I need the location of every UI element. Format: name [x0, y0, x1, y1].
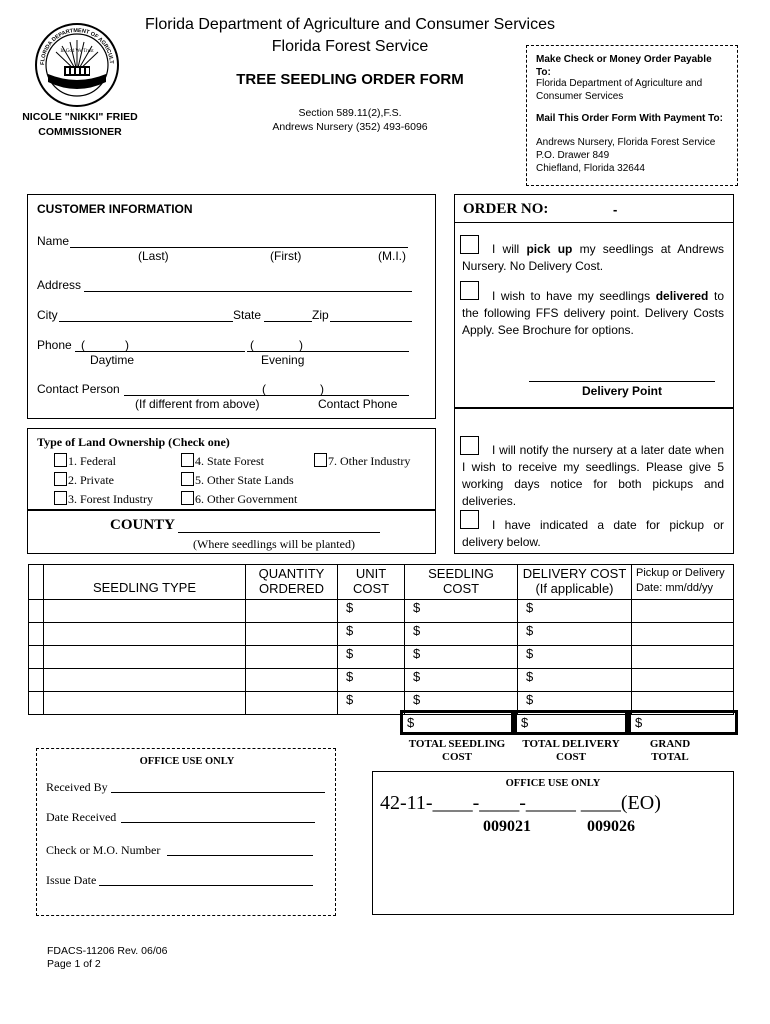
- delivery-cost-header: [518, 565, 632, 600]
- seedling-type-header: [44, 565, 246, 600]
- private-label: 2. Private: [68, 473, 114, 487]
- quantity-cell[interactable]: [246, 623, 338, 646]
- issue-date-input[interactable]: [99, 885, 313, 886]
- delivery-cost-header-line2: (If applicable): [535, 581, 614, 596]
- contact-person-input[interactable]: [124, 395, 260, 396]
- phone-label: Phone: [37, 338, 72, 352]
- date-below-text: I have indicated a date for pickup or delivery below.: [462, 518, 724, 549]
- contact-phone-label: Contact Phone: [318, 397, 398, 411]
- total-delivery-currency: $: [521, 715, 529, 730]
- date-cell[interactable]: [632, 600, 734, 623]
- delivery-text-b: to the following FFS delivery point. Delivery Costs Apply. See Brochure for options.: [462, 289, 725, 337]
- seedling-type-cell[interactable]: [44, 646, 246, 669]
- unit-cost-header-line2: COST: [352, 581, 390, 596]
- evening-phone-input[interactable]: [247, 351, 409, 352]
- total-seedling-label: TOTAL SEEDLING COST: [408, 738, 506, 763]
- phone-eve-close: ): [299, 338, 303, 352]
- contact-phone-open: (: [262, 382, 266, 396]
- phone-day-open: (: [81, 338, 85, 352]
- row-spacer: [29, 623, 44, 646]
- check-payable-body: Florida Department of Agriculture and Consumer Services: [536, 78, 703, 102]
- date-header-line1: Pickup or Delivery: [636, 567, 725, 579]
- seedling-type-cell[interactable]: [44, 623, 246, 646]
- total-seedling-currency: $: [407, 715, 415, 730]
- land-ownership-title: Type of Land Ownership (Check one): [37, 435, 230, 449]
- delivery-cost-cell[interactable]: $: [518, 623, 632, 646]
- unit-cost-header: [338, 565, 405, 600]
- division-name: Florida Forest Service: [271, 38, 429, 55]
- seedling-cost-header: [405, 565, 518, 600]
- row-spacer: [29, 600, 44, 623]
- address-input[interactable]: [84, 291, 412, 292]
- federal-checkbox[interactable]: [54, 453, 67, 467]
- agency-name: Florida Department of Agriculture and Consumer Services: [145, 16, 555, 33]
- order-box: [454, 194, 734, 408]
- forest-industry-label: 3. Forest Industry: [68, 492, 153, 506]
- state-forest-label: 4. State Forest: [195, 454, 264, 468]
- customer-title: CUSTOMER INFORMATION: [37, 202, 193, 216]
- order-options-box: [454, 408, 734, 554]
- quantity-header-line1: QUANTITY: [258, 566, 325, 581]
- date-header: [632, 565, 734, 600]
- seedling-type-header-text: SEEDLING TYPE: [92, 580, 197, 595]
- seal-lettering: FLORIDA DEPARTMENT OF AGRICULT: [39, 27, 115, 66]
- check-payable-title: Make Check or Money Order Payable To:: [536, 54, 712, 78]
- pickup-text-a: I will: [492, 242, 527, 256]
- account-code-b: 009026: [587, 818, 635, 835]
- order-no-divider: [455, 222, 733, 223]
- commissioner-name: NICOLE "NIKKI" FRIED: [22, 111, 138, 123]
- address-label: Address: [37, 278, 82, 292]
- other-state-lands-label: 5. Other State Lands: [195, 473, 294, 487]
- delivery-cost-cell[interactable]: $: [518, 600, 632, 623]
- table-row: [29, 623, 734, 646]
- seal-center-text: In God We Trust: [60, 49, 94, 54]
- total-seedling-cost-field[interactable]: [400, 710, 514, 735]
- table-row: [29, 600, 734, 623]
- grand-total-currency: $: [635, 715, 643, 730]
- total-delivery-label: TOTAL DELIVERY COST: [522, 738, 620, 763]
- payment-info-box: [526, 45, 738, 186]
- quantity-header: [246, 565, 338, 600]
- total-delivery-cost-field[interactable]: [514, 710, 628, 735]
- phone-day-close: ): [125, 338, 129, 352]
- table-row: [29, 669, 734, 692]
- seedling-cost-cell[interactable]: $: [405, 623, 518, 646]
- seedling-table: [28, 564, 734, 715]
- office-use-right-box: [372, 771, 734, 915]
- seal-icon: [34, 22, 120, 108]
- mi-label: (M.I.): [378, 249, 406, 263]
- evening-label: Evening: [261, 353, 305, 367]
- office-use-left-box: [36, 748, 336, 916]
- customer-info-box: [27, 194, 436, 419]
- row-spacer: [29, 646, 44, 669]
- county-label: COUNTY: [110, 517, 176, 533]
- phone-eve-open: (: [250, 338, 254, 352]
- notify-later-text: I will notify the nursery at a later date when I wish to receive my seedlings. Please give 5 working days notice for both pickups and deliveries.: [462, 443, 724, 508]
- seedling-cost-cell[interactable]: $: [405, 600, 518, 623]
- header-spacer: [29, 565, 44, 600]
- delivery-option-text: [462, 288, 724, 339]
- grand-total-label: GRAND TOTAL: [649, 738, 691, 763]
- statute: Section 589.11(2),F.S.: [298, 107, 402, 119]
- order-no-label: ORDER NO:: [463, 201, 549, 217]
- contact-label: Contact Person: [37, 382, 120, 396]
- quantity-cell[interactable]: [246, 600, 338, 623]
- order-no-dash: -: [613, 202, 618, 217]
- state-label: State: [233, 308, 262, 322]
- other-government-checkbox[interactable]: [181, 491, 194, 505]
- seedling-cost-header-line2: COST: [442, 581, 480, 596]
- state-forest-checkbox[interactable]: [181, 453, 194, 467]
- unit-cost-cell[interactable]: $: [338, 600, 405, 623]
- contact-note: (If different from above): [135, 397, 260, 411]
- unit-cost-cell[interactable]: $: [338, 692, 405, 715]
- unit-cost-cell[interactable]: $: [338, 646, 405, 669]
- pickup-option-text: [462, 241, 724, 275]
- county-note: (Where seedlings will be planted): [193, 537, 355, 551]
- forest-industry-checkbox[interactable]: [54, 491, 67, 505]
- date-header-line2: Date: mm/dd/yy: [636, 582, 714, 594]
- private-checkbox[interactable]: [54, 472, 67, 486]
- form-title: TREE SEEDLING ORDER FORM: [236, 71, 464, 88]
- page-number: Page 1 of 2: [47, 958, 101, 970]
- date-received-label: Date Received: [46, 810, 117, 824]
- unit-cost-header-line1: UNIT: [355, 566, 387, 581]
- seedling-type-cell[interactable]: [44, 600, 246, 623]
- pickup-text-bold: pick up: [526, 242, 573, 256]
- delivery-cost-cell[interactable]: $: [518, 692, 632, 715]
- quantity-header-line2: ORDERED: [258, 581, 324, 596]
- seedling-type-cell[interactable]: [44, 692, 246, 715]
- other-industry-label: 7. Other Industry: [328, 454, 411, 468]
- form-number: FDACS-11206 Rev. 06/06: [47, 945, 168, 957]
- date-cell[interactable]: [632, 623, 734, 646]
- quantity-cell[interactable]: [246, 646, 338, 669]
- city-label: City: [37, 308, 58, 322]
- check-number-label: Check or M.O. Number: [46, 843, 161, 857]
- county-input[interactable]: [178, 532, 380, 533]
- office-right-title: OFFICE USE ONLY: [505, 778, 601, 789]
- row-spacer: [29, 669, 44, 692]
- first-label: (First): [270, 249, 302, 263]
- delivery-point-label: Delivery Point: [581, 384, 663, 398]
- check-number-input[interactable]: [167, 855, 313, 856]
- mail-line-2: P.O. Drawer 849: [536, 150, 610, 161]
- account-code-a: 009021: [483, 818, 531, 835]
- city-input[interactable]: [59, 321, 233, 322]
- date-received-input[interactable]: [121, 822, 315, 823]
- row-spacer: [29, 692, 44, 715]
- zip-label: Zip: [312, 308, 329, 322]
- issue-date-label: Issue Date: [46, 873, 97, 887]
- unit-cost-cell[interactable]: $: [338, 669, 405, 692]
- state-seal: [34, 22, 120, 108]
- delivery-cost-cell[interactable]: $: [518, 669, 632, 692]
- other-industry-checkbox[interactable]: [314, 453, 327, 467]
- daytime-label: Daytime: [90, 353, 135, 367]
- land-ownership-box: [27, 428, 436, 510]
- zip-input[interactable]: [330, 321, 412, 322]
- date-cell[interactable]: [632, 669, 734, 692]
- federal-label: 1. Federal: [68, 454, 116, 468]
- seedling-cost-cell[interactable]: $: [405, 646, 518, 669]
- received-by-label: Received By: [46, 780, 108, 794]
- seedling-type-cell[interactable]: [44, 669, 246, 692]
- other-state-lands-checkbox[interactable]: [181, 472, 194, 486]
- other-government-label: 6. Other Government: [195, 492, 298, 506]
- delivery-text-bold: delivered: [655, 289, 709, 303]
- mail-line-1: Andrews Nursery, Florida Forest Service: [536, 137, 716, 148]
- contact-phone-close: ): [320, 382, 324, 396]
- date-cell[interactable]: [632, 646, 734, 669]
- table-row: [29, 646, 734, 669]
- contact-phone-input[interactable]: [260, 395, 409, 396]
- seedling-cost-header-line1: SEEDLING: [428, 566, 494, 581]
- name-label: Name: [37, 234, 70, 248]
- delivery-cost-header-line1: DELIVERY COST: [522, 566, 627, 581]
- nursery-phone: Andrews Nursery (352) 493-6096: [272, 121, 428, 133]
- office-left-title: OFFICE USE ONLY: [139, 756, 235, 767]
- grand-total-field[interactable]: [628, 710, 738, 735]
- state-input[interactable]: [264, 321, 312, 322]
- pickup-text-b: my seedlings at Andrews Nursery. No Delivery Cost.: [462, 242, 724, 273]
- name-input[interactable]: [70, 247, 408, 248]
- table-header-row: [29, 565, 734, 600]
- delivery-point-input[interactable]: [529, 381, 715, 382]
- last-label: (Last): [138, 249, 169, 263]
- seedling-cost-cell[interactable]: $: [405, 669, 518, 692]
- received-by-input[interactable]: [111, 792, 325, 793]
- county-box: [27, 510, 436, 554]
- daytime-phone-input[interactable]: [75, 351, 245, 352]
- seedling-cost-cell[interactable]: $: [405, 692, 518, 715]
- delivery-cost-cell[interactable]: $: [518, 646, 632, 669]
- mail-title: Mail This Order Form With Payment To:: [536, 113, 723, 124]
- account-code-line[interactable]: 42-11-____-____-_____ ____(EO): [380, 792, 661, 814]
- quantity-cell[interactable]: [246, 669, 338, 692]
- quantity-cell[interactable]: [246, 692, 338, 715]
- mail-line-3: Chiefland, Florida 32644: [536, 163, 645, 174]
- commissioner-title: COMMISSIONER: [38, 126, 122, 138]
- delivery-text-a: I wish to have my seedlings: [492, 289, 656, 303]
- unit-cost-cell[interactable]: $: [338, 623, 405, 646]
